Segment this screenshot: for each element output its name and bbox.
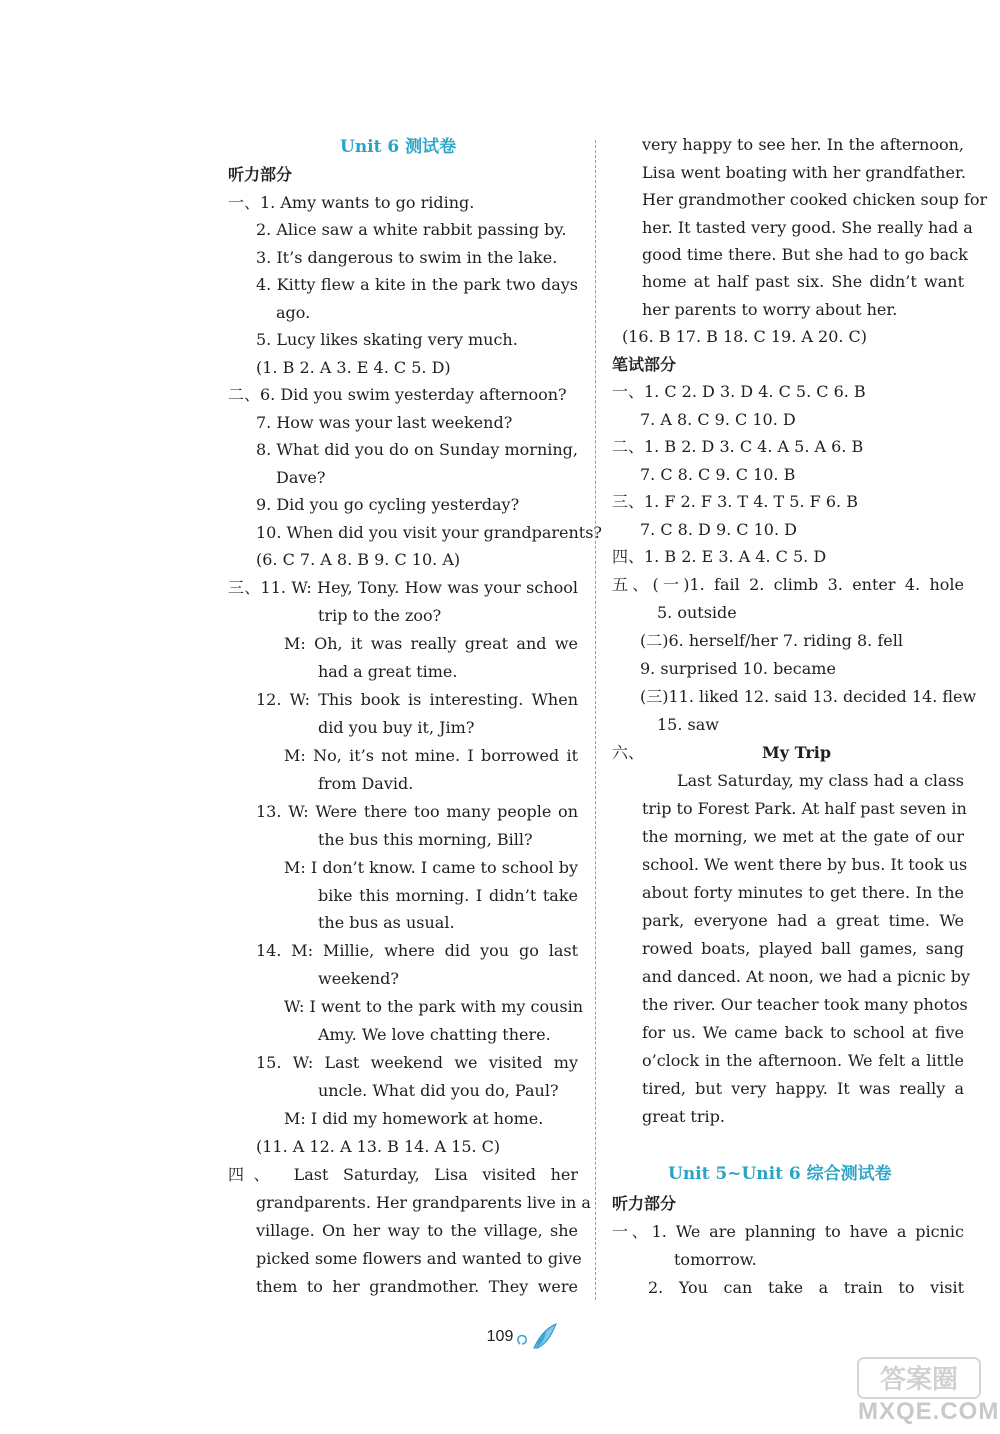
text-line: 7. C 8. C 9. C 10. B — [640, 465, 796, 484]
text-line: great trip. — [642, 1107, 725, 1126]
text-line: Her grandmother cooked chicken soup for — [642, 190, 988, 209]
section-text: 听力部分 — [612, 1194, 677, 1213]
text-line: (6. C 7. A 8. B 9. C 10. A) — [256, 550, 461, 569]
text-line: 五、(一)1. fail 2. climb 3. enter 4. hole — [612, 575, 964, 594]
text-line: her parents to worry about her. — [642, 300, 898, 319]
text-line: (16. B 17. B 18. C 19. A 20. C) — [622, 327, 868, 346]
text-line: park, everyone had a great time. We — [642, 911, 964, 930]
text-line: tired, but very happy. It was really a — [642, 1079, 964, 1098]
text-line: from David. — [318, 774, 414, 793]
text-line: 10. When did you visit your grandparents? — [256, 523, 602, 542]
text-line: 3. It’s dangerous to swim in the lake. — [256, 248, 558, 267]
svg-text:答案圈: 答案圈 — [879, 1365, 959, 1395]
text-line: Last Saturday, my class had a class — [677, 771, 964, 790]
text-line: 7. C 8. D 9. C 10. D — [640, 520, 797, 539]
text-line: about forty minutes to get there. In the — [642, 883, 964, 902]
text-line: 15. saw — [657, 715, 719, 734]
text-line: 7. How was your last weekend? — [256, 413, 513, 432]
text-line: (三)11. liked 12. said 13. decided 14. flew — [640, 687, 977, 706]
text-line: Amy. We love chatting there. — [318, 1025, 551, 1044]
text-line: rowed boats, played ball games, sang — [642, 939, 964, 958]
text-line: (1. B 2. A 3. E 4. C 5. D) — [256, 358, 451, 377]
text-line: 四、 Last Saturday, Lisa visited her — [228, 1165, 578, 1184]
column-divider — [595, 140, 596, 1300]
text-line: 8. What did you do on Sunday morning, — [256, 440, 578, 459]
text-line: did you buy it, Jim? — [318, 718, 475, 737]
text-line: 9. surprised 10. became — [640, 659, 836, 678]
section-text: 听力部分 — [228, 165, 293, 184]
text-line: school. We went there by bus. It took us — [642, 855, 968, 874]
text-line: o’clock in the afternoon. We felt a little — [642, 1051, 964, 1070]
text-line: 14. M: Millie, where did you go last — [256, 941, 578, 960]
text-line: 2. You can take a train to visit — [648, 1278, 964, 1297]
text-line: M: Oh, it was really great and we — [284, 634, 578, 653]
text-line: grandparents. Her grandparents live in a — [256, 1193, 591, 1212]
title-text: Unit 6 测试卷 — [340, 137, 457, 157]
text-line: 一、1. Amy wants to go riding. — [228, 193, 475, 212]
text-line: 一、1. We are planning to have a picnic — [612, 1222, 964, 1241]
text-line: 三、11. W: Hey, Tony. How was your school — [228, 578, 578, 597]
text-line: for us. We came back to school at five — [642, 1023, 964, 1042]
essay-title-text: My Trip — [762, 743, 832, 762]
text-line: had a great time. — [318, 662, 458, 681]
text-line: 5. outside — [657, 603, 737, 622]
text-line: the river. Our teacher took many photos — [642, 995, 968, 1014]
text-line: and danced. At noon, we had a picnic by — [642, 967, 971, 986]
text-line: tomorrow. — [674, 1250, 757, 1269]
text-line: trip to Forest Park. At half past seven in — [642, 799, 967, 818]
section-text: 笔试部分 — [612, 355, 677, 374]
text-line: the morning, we met at the gate of our — [642, 827, 964, 846]
text-line: picked some flowers and wanted to give — [256, 1249, 582, 1268]
text-line: bike this morning. I didn’t take — [318, 886, 578, 905]
text-line: her. It tasted very good. She really had a — [642, 218, 973, 237]
text-line: home at half past six. She didn’t want — [642, 272, 964, 291]
text-line: trip to the zoo? — [318, 606, 442, 625]
page-number: 109 — [486, 1328, 514, 1345]
title-text: Unit 5~Unit 6 综合测试卷 — [668, 1164, 892, 1184]
text-line: the bus this morning, Bill? — [318, 830, 533, 849]
text-line: uncle. What did you do, Paul? — [318, 1081, 559, 1100]
text-line: 一、1. C 2. D 3. D 4. C 5. C 6. B — [612, 382, 866, 401]
text-line: 13. W: Were there too many people on — [256, 802, 578, 821]
text-line: 5. Lucy likes skating very much. — [256, 330, 518, 349]
text-line: village. On her way to the village, she — [256, 1221, 578, 1240]
text-line: very happy to see her. In the afternoon, — [642, 135, 964, 154]
text-line: Lisa went boating with her grandfather. — [642, 163, 966, 182]
text-line: good time there. But she had to go back — [642, 245, 968, 264]
text-line: 二、1. B 2. D 3. C 4. A 5. A 6. B — [612, 437, 864, 456]
text-line: 2. Alice saw a white rabbit passing by. — [256, 220, 567, 239]
text-line: 三、1. F 2. F 3. T 4. T 5. F 6. B — [612, 492, 858, 511]
text-line: 六、 — [612, 743, 645, 762]
text-line: Dave? — [276, 468, 326, 487]
watermark-text: MXQE.COM — [858, 1398, 1000, 1425]
text-line: M: I don’t know. I came to school by — [284, 858, 578, 877]
text-line: 12. W: This book is interesting. When — [256, 690, 578, 709]
text-line: (二)6. herself/her 7. riding 8. fell — [640, 631, 903, 650]
text-line: 4. Kitty flew a kite in the park two days — [256, 275, 578, 294]
text-line: M: No, it’s not mine. I borrowed it — [284, 746, 578, 765]
text-line: 二、6. Did you swim yesterday afternoon? — [228, 385, 567, 404]
text-line: (11. A 12. A 13. B 14. A 15. C) — [256, 1137, 501, 1156]
text-line: weekend? — [318, 969, 399, 988]
text-line: them to her grandmother. They were — [256, 1277, 578, 1296]
text-line: 9. Did you go cycling yesterday? — [256, 495, 520, 514]
text-line: 四、1. B 2. E 3. A 4. C 5. D — [612, 547, 827, 566]
text-line: W: I went to the park with my cousin — [284, 997, 584, 1016]
text-line: the bus as usual. — [318, 913, 455, 932]
text-line: 15. W: Last weekend we visited my — [256, 1053, 578, 1072]
text-line: M: I did my homework at home. — [284, 1109, 544, 1128]
text-line: 7. A 8. C 9. C 10. D — [640, 410, 796, 429]
text-line: ago. — [276, 303, 311, 322]
